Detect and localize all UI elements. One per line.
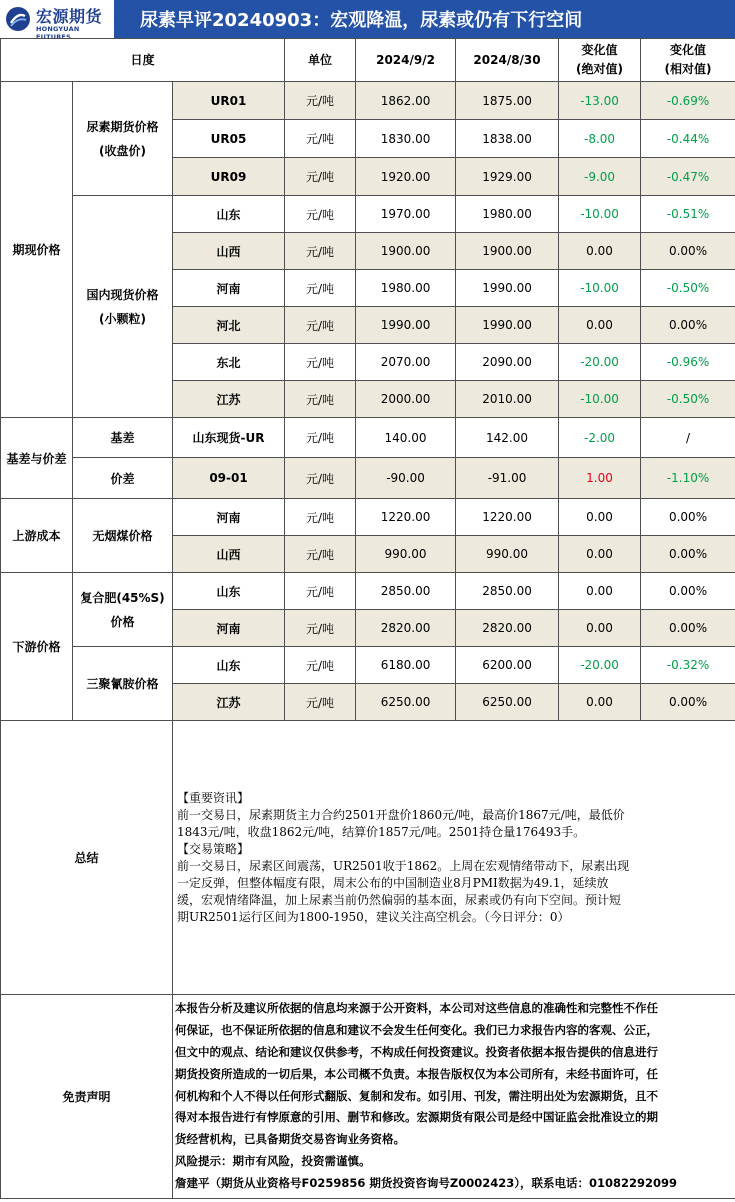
row-value-date2: 1990.00 xyxy=(456,307,559,344)
row-item: 09-01 xyxy=(173,458,285,499)
row-value-date2: 6200.00 xyxy=(456,647,559,684)
table-row xyxy=(1,196,735,233)
summary-row xyxy=(1,721,735,995)
summary-line: 期UR2501运行区间为1800-1950，建议关注高空机会。（今日评分：0） xyxy=(177,909,570,924)
col-header-unit: 单位 xyxy=(285,39,356,82)
summary-line: 一定反弹，但整体幅度有限，周末公布的中国制造业8月PMI数据为49.1，延续放 xyxy=(177,875,609,890)
row-unit: 元/吨 xyxy=(285,499,356,536)
row-item: 山东 xyxy=(173,196,285,233)
row-change-rel: 0.00% xyxy=(641,684,735,721)
row-item: 江苏 xyxy=(173,684,285,721)
table-row xyxy=(1,458,735,499)
row-value-date1: 990.00 xyxy=(356,536,456,573)
row-change-rel: -0.69% xyxy=(641,82,735,120)
row-change-abs: 0.00 xyxy=(559,499,641,536)
disclaimer-line: 何机构和个人不得以任何形式翻版、复制和发布。如引用、刊发，需注明出处为宏源期货，且不 xyxy=(175,1088,658,1103)
analyst-contact: 詹建平（期货从业资格号F0259856 期货投资咨询号Z0002423），联系电话：01082292099 xyxy=(175,1175,677,1190)
row-change-abs: -9.00 xyxy=(559,158,641,196)
col-header-change-abs: 变化值 (绝对值) xyxy=(559,39,641,82)
risk-warning: 风险提示：期市有风险，投资需谨慎。 xyxy=(175,1153,371,1168)
group-coal-price: 无烟煤价格 xyxy=(73,499,173,573)
row-item: 河北 xyxy=(173,307,285,344)
row-value-date1: 2850.00 xyxy=(356,573,456,610)
row-value-date1: 1920.00 xyxy=(356,158,456,196)
row-item: 江苏 xyxy=(173,381,285,418)
section-downstream: 下游价格 xyxy=(1,573,73,721)
row-value-date2: 1875.00 xyxy=(456,82,559,120)
row-change-abs: -13.00 xyxy=(559,82,641,120)
row-change-rel: -0.96% xyxy=(641,344,735,381)
row-value-date2: 2090.00 xyxy=(456,344,559,381)
row-unit: 元/吨 xyxy=(285,120,356,158)
row-change-rel: -0.50% xyxy=(641,270,735,307)
disclaimer-line: 期货投资所造成的一切后果，本公司概不负责。本报告版权仅为本公司所有，未经书面许可，任 xyxy=(175,1066,658,1081)
row-unit: 元/吨 xyxy=(285,307,356,344)
row-value-date1: 2820.00 xyxy=(356,610,456,647)
row-value-date2: 142.00 xyxy=(456,418,559,458)
row-value-date1: 6180.00 xyxy=(356,647,456,684)
row-value-date1: 1900.00 xyxy=(356,233,456,270)
row-item: 河南 xyxy=(173,610,285,647)
section-futures-spot: 期现价格 xyxy=(1,82,73,418)
table-row xyxy=(1,647,735,684)
row-change-abs: 1.00 xyxy=(559,458,641,499)
group-melamine-price: 三聚氰胺价格 xyxy=(73,647,173,721)
row-unit: 元/吨 xyxy=(285,381,356,418)
row-item: UR01 xyxy=(173,82,285,120)
title-banner xyxy=(0,0,735,41)
row-item: 山东现货-UR xyxy=(173,418,285,458)
row-value-date1: -90.00 xyxy=(356,458,456,499)
row-value-date2: 6250.00 xyxy=(456,684,559,721)
disclaimer-line: 何保证，也不保证所依据的信息和建议不会发生任何变化。我们已力求报告内容的客观、公正， xyxy=(175,1023,658,1038)
row-change-rel: 0.00% xyxy=(641,307,735,344)
disclaimer-line: 货经营机构，已具备期货交易咨询业务资格。 xyxy=(175,1132,405,1147)
group-spread: 价差 xyxy=(73,458,173,499)
summary-line: 前一交易日，尿素期货主力合约2501开盘价1860元/吨，最高价1867元/吨，最低价 xyxy=(177,807,625,822)
row-change-abs: -10.00 xyxy=(559,381,641,418)
disclaimer-row xyxy=(1,995,735,1199)
row-value-date2: 990.00 xyxy=(456,536,559,573)
row-unit: 元/吨 xyxy=(285,82,356,120)
row-item: 山西 xyxy=(173,536,285,573)
row-item: 东北 xyxy=(173,344,285,381)
row-change-abs: 0.00 xyxy=(559,536,641,573)
row-item: UR05 xyxy=(173,120,285,158)
row-value-date1: 6250.00 xyxy=(356,684,456,721)
group-fertilizer-price: 复合肥(45%S) 价格 xyxy=(73,573,173,647)
row-change-abs: -20.00 xyxy=(559,647,641,684)
summary-line: 【交易策略】 xyxy=(177,841,250,856)
row-change-abs: -10.00 xyxy=(559,270,641,307)
group-spot-price: 国内现货价格 (小颗粒) xyxy=(73,196,173,418)
row-item: 山东 xyxy=(173,573,285,610)
col-header-date2: 2024/8/30 xyxy=(456,39,559,82)
row-change-rel: / xyxy=(641,418,735,458)
row-change-abs: -10.00 xyxy=(559,196,641,233)
row-unit: 元/吨 xyxy=(285,458,356,499)
row-change-rel: 0.00% xyxy=(641,573,735,610)
section-basis-spread: 基差与价差 xyxy=(1,418,73,499)
row-item: 河南 xyxy=(173,499,285,536)
row-change-rel: 0.00% xyxy=(641,536,735,573)
row-change-rel: -0.32% xyxy=(641,647,735,684)
report-title: 尿素早评20240903：宏观降温，尿素或仍有下行空间 xyxy=(140,10,583,31)
row-change-abs: 0.00 xyxy=(559,573,641,610)
row-unit: 元/吨 xyxy=(285,418,356,458)
summary-line: 前一交易日，尿素区间震荡，UR2501收于1862。上周在宏观情绪带动下，尿素出现 xyxy=(177,858,630,873)
row-change-abs: 0.00 xyxy=(559,610,641,647)
row-value-date2: 1990.00 xyxy=(456,270,559,307)
disclaimer-line: 本报告分析及建议所依据的信息均来源于公开资料，本公司对这些信息的准确性和完整性不作任 xyxy=(175,1001,658,1016)
summary-label: 总结 xyxy=(1,721,173,995)
disclaimer-line: 但文中的观点、结论和建议仅供参考，不构成任何投资建议。投资者依据本报告提供的信息进行 xyxy=(175,1045,658,1059)
row-item: 河南 xyxy=(173,270,285,307)
col-header-change-rel: 变化值 (相对值) xyxy=(641,39,735,82)
row-change-abs: 0.00 xyxy=(559,307,641,344)
row-change-rel: 0.00% xyxy=(641,610,735,647)
row-value-date2: 1220.00 xyxy=(456,499,559,536)
row-value-date1: 1862.00 xyxy=(356,82,456,120)
row-unit: 元/吨 xyxy=(285,196,356,233)
row-value-date2: 1929.00 xyxy=(456,158,559,196)
col-header-dimension: 日度 xyxy=(1,39,285,82)
table-row xyxy=(1,573,735,610)
logo-subtext: HONGYUAN FUTURES xyxy=(36,25,80,41)
row-change-abs: -8.00 xyxy=(559,120,641,158)
row-change-abs: 0.00 xyxy=(559,233,641,270)
row-value-date1: 1970.00 xyxy=(356,196,456,233)
row-unit: 元/吨 xyxy=(285,684,356,721)
row-value-date1: 2000.00 xyxy=(356,381,456,418)
row-unit: 元/吨 xyxy=(285,344,356,381)
company-logo xyxy=(0,0,114,41)
disclaimer-line: 得对本报告进行有悖原意的引用、删节和修改。宏源期货有限公司是经中国证监会批准设立的期 xyxy=(175,1110,658,1125)
disclaimer-label: 免责声明 xyxy=(1,995,173,1199)
row-value-date1: 1830.00 xyxy=(356,120,456,158)
logo-text: 宏源期货 xyxy=(36,7,103,26)
group-basis: 基差 xyxy=(73,418,173,458)
summary-line: 缓，宏观情绪降温，加上尿素当前仍然偏弱的基本面，尿素或仍有向下空间。预计短 xyxy=(177,892,622,907)
table-row xyxy=(1,499,735,536)
row-change-rel: -0.50% xyxy=(641,381,735,418)
row-value-date1: 140.00 xyxy=(356,418,456,458)
row-unit: 元/吨 xyxy=(285,270,356,307)
header-row xyxy=(1,39,735,82)
row-value-date2: 1900.00 xyxy=(456,233,559,270)
row-value-date2: 2010.00 xyxy=(456,381,559,418)
row-change-rel: 0.00% xyxy=(641,499,735,536)
row-value-date1: 1220.00 xyxy=(356,499,456,536)
row-change-abs: -20.00 xyxy=(559,344,641,381)
table-row xyxy=(1,418,735,458)
row-value-date1: 1990.00 xyxy=(356,307,456,344)
row-unit: 元/吨 xyxy=(285,158,356,196)
row-change-abs: -2.00 xyxy=(559,418,641,458)
row-change-rel: -1.10% xyxy=(641,458,735,499)
col-header-date1: 2024/9/2 xyxy=(356,39,456,82)
row-change-rel: -0.51% xyxy=(641,196,735,233)
row-value-date2: 1838.00 xyxy=(456,120,559,158)
row-unit: 元/吨 xyxy=(285,536,356,573)
row-change-abs: 0.00 xyxy=(559,684,641,721)
group-futures-price: 尿素期货价格 (收盘价) xyxy=(73,82,173,196)
row-item: UR09 xyxy=(173,158,285,196)
hongyuan-logo-icon xyxy=(5,6,31,32)
disclaimer-text xyxy=(173,995,735,1199)
row-item: 山西 xyxy=(173,233,285,270)
section-upstream: 上游成本 xyxy=(1,499,73,573)
row-unit: 元/吨 xyxy=(285,647,356,684)
price-table xyxy=(0,38,735,1199)
row-value-date2: 2820.00 xyxy=(456,610,559,647)
row-unit: 元/吨 xyxy=(285,233,356,270)
row-change-rel: 0.00% xyxy=(641,233,735,270)
row-item: 山东 xyxy=(173,647,285,684)
row-value-date1: 1980.00 xyxy=(356,270,456,307)
row-value-date2: 2850.00 xyxy=(456,573,559,610)
row-unit: 元/吨 xyxy=(285,610,356,647)
summary-line: 1843元/吨，收盘1862元/吨，结算价1857元/吨。2501持仓量176493手。 xyxy=(177,824,586,839)
row-value-date1: 2070.00 xyxy=(356,344,456,381)
row-change-rel: -0.47% xyxy=(641,158,735,196)
table-row xyxy=(1,82,735,120)
summary-line: 【重要资讯】 xyxy=(177,790,250,805)
row-value-date2: 1980.00 xyxy=(456,196,559,233)
row-change-rel: -0.44% xyxy=(641,120,735,158)
summary-text xyxy=(173,721,735,995)
row-unit: 元/吨 xyxy=(285,573,356,610)
row-value-date2: -91.00 xyxy=(456,458,559,499)
